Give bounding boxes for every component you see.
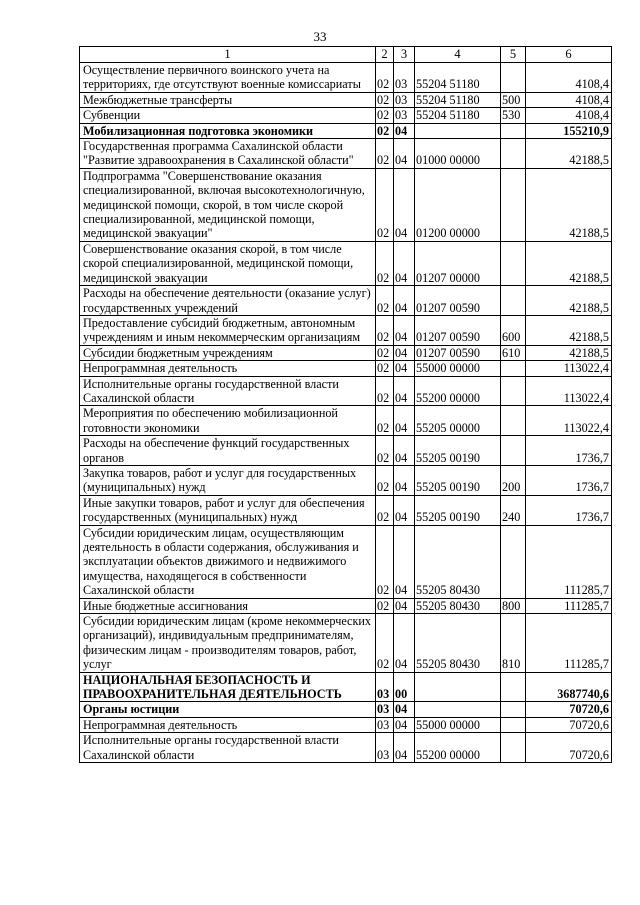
row-subsection: 04 <box>394 286 415 316</box>
row-name: Иные закупки товаров, работ и услуг для обеспечения государственных (муниципальных) нужд <box>80 495 376 525</box>
row-name: Совершенствование оказания скорой, в том числе скорой специализированной, медицинской помощи, медицинской эвакуации <box>80 241 376 285</box>
row-amount: 113022,4 <box>526 376 612 406</box>
row-expense-type <box>501 168 526 241</box>
row-section: 02 <box>376 598 394 613</box>
row-amount: 3687740,6 <box>526 672 612 702</box>
row-name: Исполнительные органы государственной власти Сахалинской области <box>80 376 376 406</box>
row-subsection: 04 <box>394 139 415 169</box>
row-expense-type: 600 <box>501 315 526 345</box>
column-header-subsection: 3 <box>394 47 415 63</box>
row-subsection: 03 <box>394 108 415 123</box>
row-name: Непрограммная деятельность <box>80 361 376 376</box>
row-expense-type <box>501 525 526 598</box>
row-section: 03 <box>376 672 394 702</box>
row-amount: 42188,5 <box>526 315 612 345</box>
row-expense-type: 200 <box>501 465 526 495</box>
row-amount: 42188,5 <box>526 345 612 360</box>
row-subsection: 04 <box>394 717 415 732</box>
row-subsection: 04 <box>394 241 415 285</box>
row-expense-type <box>501 241 526 285</box>
row-target-article: 55205 80430 <box>415 525 501 598</box>
row-subsection: 04 <box>394 436 415 466</box>
row-name: Органы юстиции <box>80 702 376 717</box>
row-target-article: 01200 00000 <box>415 168 501 241</box>
row-section: 02 <box>376 63 394 93</box>
row-name: Осуществление первичного воинского учета на территориях, где отсутствуют военные комиссариаты <box>80 63 376 93</box>
column-header-name: 1 <box>80 47 376 63</box>
table-row <box>80 702 612 717</box>
column-header-section: 2 <box>376 47 394 63</box>
row-section: 02 <box>376 361 394 376</box>
row-amount: 113022,4 <box>526 406 612 436</box>
row-amount: 4108,4 <box>526 92 612 107</box>
row-target-article: 55000 00000 <box>415 361 501 376</box>
row-name: Иные бюджетные ассигнования <box>80 598 376 613</box>
row-subsection: 04 <box>394 495 415 525</box>
row-subsection: 04 <box>394 702 415 717</box>
row-name: Мероприятия по обеспечению мобилизационной готовности экономики <box>80 406 376 436</box>
row-expense-type <box>501 702 526 717</box>
row-amount: 42188,5 <box>526 139 612 169</box>
row-amount: 70720,6 <box>526 702 612 717</box>
row-target-article: 55205 00190 <box>415 495 501 525</box>
row-expense-type <box>501 376 526 406</box>
table-row <box>80 598 612 613</box>
row-subsection: 04 <box>394 525 415 598</box>
row-subsection: 03 <box>394 63 415 93</box>
row-expense-type <box>501 63 526 93</box>
row-target-article: 01207 00590 <box>415 286 501 316</box>
row-target-article: 55205 00190 <box>415 465 501 495</box>
row-target-article: 55204 51180 <box>415 63 501 93</box>
row-section: 02 <box>376 92 394 107</box>
row-subsection: 04 <box>394 345 415 360</box>
row-target-article: 55200 00000 <box>415 376 501 406</box>
row-target-article: 01207 00590 <box>415 345 501 360</box>
row-subsection: 04 <box>394 376 415 406</box>
row-section: 02 <box>376 465 394 495</box>
table-row <box>80 465 612 495</box>
row-amount: 42188,5 <box>526 168 612 241</box>
table-header-row <box>80 47 612 63</box>
row-name: Подпрограмма "Совершенствование оказания специализированной, включая высокотехнологичную, медицинской помощи, скорой, в том числе скорой специализированной, медицинской помощи, медицинской эвакуации" <box>80 168 376 241</box>
row-amount: 1736,7 <box>526 465 612 495</box>
row-amount: 70720,6 <box>526 733 612 763</box>
row-target-article: 55205 00190 <box>415 436 501 466</box>
table-row <box>80 63 612 93</box>
row-subsection: 04 <box>394 614 415 673</box>
row-target-article <box>415 702 501 717</box>
table-row <box>80 286 612 316</box>
row-amount: 1736,7 <box>526 436 612 466</box>
row-subsection: 04 <box>394 406 415 436</box>
row-section: 02 <box>376 345 394 360</box>
row-target-article <box>415 672 501 702</box>
row-name: Расходы на обеспечение функций государственных органов <box>80 436 376 466</box>
row-section: 02 <box>376 376 394 406</box>
row-target-article: 01000 00000 <box>415 139 501 169</box>
table-row <box>80 123 612 138</box>
row-amount: 111285,7 <box>526 525 612 598</box>
column-header-amount: 6 <box>526 47 612 63</box>
row-target-article: 55204 51180 <box>415 92 501 107</box>
row-name: Субвенции <box>80 108 376 123</box>
row-expense-type: 240 <box>501 495 526 525</box>
row-section: 03 <box>376 733 394 763</box>
row-section: 02 <box>376 406 394 436</box>
row-amount: 113022,4 <box>526 361 612 376</box>
row-expense-type <box>501 286 526 316</box>
row-target-article: 01207 00000 <box>415 241 501 285</box>
row-name: Субсидии юридическим лицам, осуществляющим деятельность в области содержания, обслуживания и эксплуатации объектов движимого и недвижимого имущества, находящегося в собственности Сахалинской области <box>80 525 376 598</box>
row-expense-type <box>501 406 526 436</box>
row-amount: 4108,4 <box>526 108 612 123</box>
row-name: Государственная программа Сахалинской области "Развитие здравоохранения в Сахалинской области" <box>80 139 376 169</box>
row-amount: 70720,6 <box>526 717 612 732</box>
row-subsection: 04 <box>394 315 415 345</box>
row-section: 02 <box>376 436 394 466</box>
table-row <box>80 241 612 285</box>
row-subsection: 04 <box>394 123 415 138</box>
row-section: 02 <box>376 123 394 138</box>
row-subsection: 00 <box>394 672 415 702</box>
row-name: Межбюджетные трансферты <box>80 92 376 107</box>
row-name: Закупка товаров, работ и услуг для государственных (муниципальных) нужд <box>80 465 376 495</box>
table-row <box>80 361 612 376</box>
row-target-article: 55200 00000 <box>415 733 501 763</box>
row-expense-type: 530 <box>501 108 526 123</box>
row-subsection: 04 <box>394 361 415 376</box>
row-subsection: 04 <box>394 733 415 763</box>
row-section: 03 <box>376 717 394 732</box>
row-name: НАЦИОНАЛЬНАЯ БЕЗОПАСНОСТЬ И ПРАВООХРАНИТЕЛЬНАЯ ДЕЯТЕЛЬНОСТЬ <box>80 672 376 702</box>
table-body <box>80 63 612 763</box>
row-target-article: 55205 00000 <box>415 406 501 436</box>
table-row <box>80 495 612 525</box>
table-row <box>80 139 612 169</box>
row-amount: 111285,7 <box>526 598 612 613</box>
row-target-article: 55000 00000 <box>415 717 501 732</box>
row-amount: 42188,5 <box>526 286 612 316</box>
row-subsection: 04 <box>394 465 415 495</box>
column-header-target-article: 4 <box>415 47 501 63</box>
table-row <box>80 436 612 466</box>
row-expense-type <box>501 123 526 138</box>
row-name: Мобилизационная подготовка экономики <box>80 123 376 138</box>
row-name: Расходы на обеспечение деятельности (оказание услуг) государственных учреждений <box>80 286 376 316</box>
row-target-article: 55204 51180 <box>415 108 501 123</box>
row-target-article: 01207 00590 <box>415 315 501 345</box>
row-amount: 4108,4 <box>526 63 612 93</box>
row-expense-type: 810 <box>501 614 526 673</box>
row-target-article: 55205 80430 <box>415 598 501 613</box>
row-expense-type <box>501 733 526 763</box>
row-name: Предоставление субсидий бюджетным, автономным учреждениям и иным некоммерческим организациям <box>80 315 376 345</box>
row-amount: 155210,9 <box>526 123 612 138</box>
column-header-expense-type: 5 <box>501 47 526 63</box>
row-subsection: 04 <box>394 598 415 613</box>
budget-table <box>79 46 612 763</box>
row-expense-type <box>501 436 526 466</box>
row-amount: 42188,5 <box>526 241 612 285</box>
table-row <box>80 406 612 436</box>
row-expense-type <box>501 361 526 376</box>
row-section: 02 <box>376 525 394 598</box>
row-target-article <box>415 123 501 138</box>
row-section: 02 <box>376 315 394 345</box>
row-target-article: 55205 80430 <box>415 614 501 673</box>
row-section: 02 <box>376 286 394 316</box>
row-expense-type <box>501 672 526 702</box>
table-row <box>80 717 612 732</box>
row-expense-type: 500 <box>501 92 526 107</box>
row-section: 03 <box>376 702 394 717</box>
row-section: 02 <box>376 168 394 241</box>
row-section: 02 <box>376 241 394 285</box>
row-name: Исполнительные органы государственной власти Сахалинской области <box>80 733 376 763</box>
table-row <box>80 315 612 345</box>
row-subsection: 03 <box>394 92 415 107</box>
table-row <box>80 614 612 673</box>
row-name: Непрограммная деятельность <box>80 717 376 732</box>
row-expense-type <box>501 717 526 732</box>
row-name: Субсидии юридическим лицам (кроме некоммерческих организаций), индивидуальным предпринимателям, физическим лицам - производителям товаров, работ, услуг <box>80 614 376 673</box>
table-row <box>80 376 612 406</box>
row-name: Субсидии бюджетным учреждениям <box>80 345 376 360</box>
table-row <box>80 672 612 702</box>
row-section: 02 <box>376 108 394 123</box>
row-expense-type: 800 <box>501 598 526 613</box>
row-expense-type: 610 <box>501 345 526 360</box>
row-section: 02 <box>376 614 394 673</box>
row-section: 02 <box>376 139 394 169</box>
row-section: 02 <box>376 495 394 525</box>
row-amount: 111285,7 <box>526 614 612 673</box>
table-row <box>80 92 612 107</box>
row-subsection: 04 <box>394 168 415 241</box>
row-expense-type <box>501 139 526 169</box>
table-row <box>80 168 612 241</box>
table-row <box>80 108 612 123</box>
table-row <box>80 525 612 598</box>
page-number: 33 <box>313 29 327 44</box>
table-row <box>80 345 612 360</box>
table-row <box>80 733 612 763</box>
row-amount: 1736,7 <box>526 495 612 525</box>
